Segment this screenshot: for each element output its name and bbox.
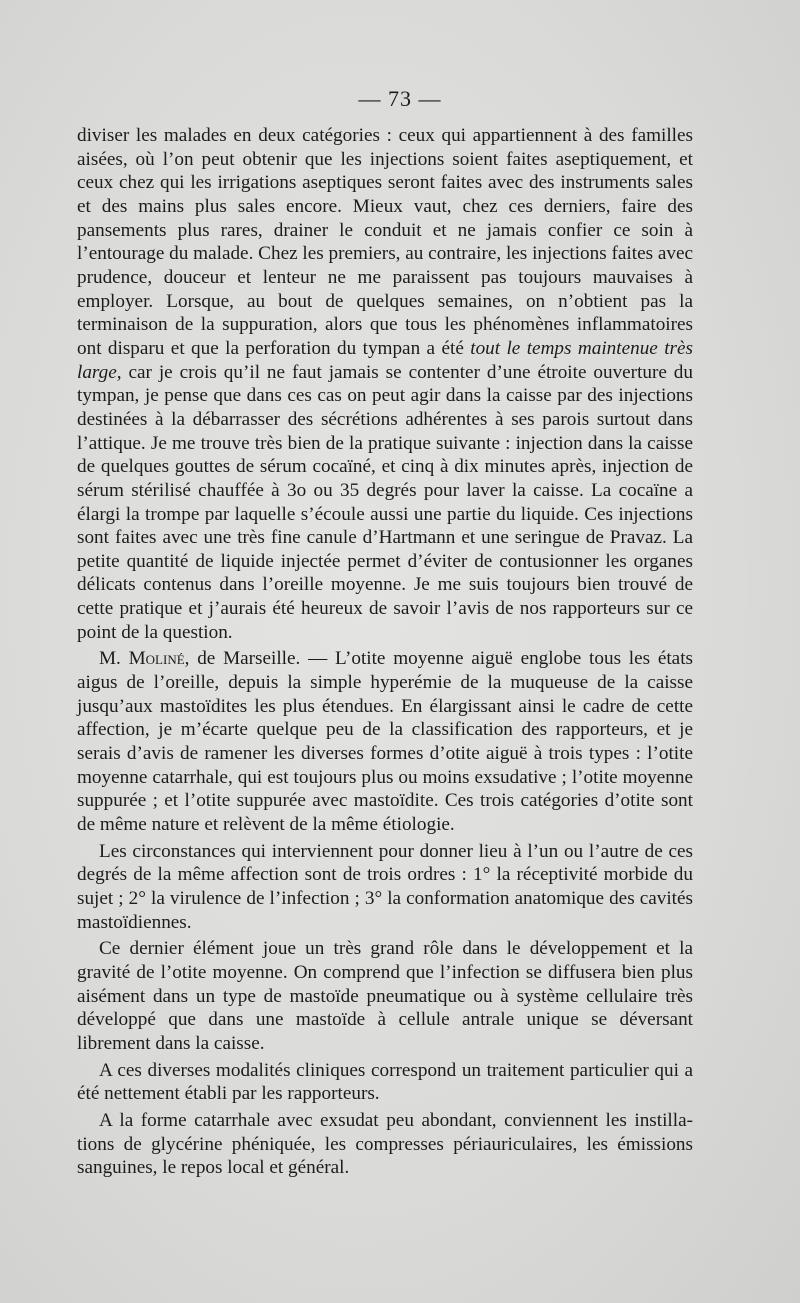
text-run: Ce dernier élément joue un très grand rôle dans le développement et la gravité de l’otite moyenne. On comprend que l’infection se diffusera bien plus aisément dans un type de mastoïde pneumatique ou à système cellulaire très développé que dans une mastoïde à cellule antrale unique se déversant librement dans la caisse. (77, 938, 693, 1054)
paragraph-3 (77, 840, 693, 935)
text-run: car je crois qu’il ne faut jamais se contenter d’une étroite ouverture du tympan, je pense que dans ces cas on peut agir dans la caisse par des injections destinées à la débarrasser des sécrétions adhérentes à ses parois surtout dans l’attique. Je me trouve très bien de la pratique suivante : injection dans la caisse de quelques gouttes de sérum cocaïné, et cinq à dix minutes après, injection de sérum stérilisé chauffée à 3o ou 35 degrés pour laver la caisse. La cocaïne a élargi la trompe par laquelle s’écoule aussi une partie du liquide. Ces injections sont faites avec une très fine canule d’Hartmann et une seringue de Pravaz. La petite quantité de liquide injectée permet d’éviter de contusionner les organes délicats contenus dans l’oreille moyenne. Je me suis toujours bien trouvé de cette pratique et j’aurais été heureux de savoir l’avis de nos rapporteurs sur ce point de la question. (77, 361, 693, 643)
paragraph-1 (77, 124, 693, 644)
text-run: A la forme catarrhale avec exsudat peu abondant, conviennent les instillations de glycérine phéniquée, les compresses périauriculaires, les émissions sanguines, le repos local et général. (77, 1109, 693, 1179)
page-number: — 73 — (358, 86, 442, 111)
italic-run: tout le temps maintenue très large, (77, 337, 693, 383)
text-run: , de Marseille. — L’otite moyenne aiguë englobe tous les états aigus de l’oreille, depuis la simple hyperémie de la muqueuse de la caisse jusqu’aux mastoïdites les plus étendues. En élargissant ainsi le cadre de cette affection, je m’écarte quelque peu de la classification des rapporteurs, et je serais d’avis de ramener les diverses formes d’otite aiguë à trois types : l’otite moyenne catarrhale, qui est toujours plus ou moins exsudative ; l’otite moyenne suppurée ; et l’otite suppurée avec mastoïdite. Ces trois catégories d’otite sont de même nature et relèvent de la même étiologie. (77, 648, 693, 836)
paragraph-4 (77, 937, 693, 1055)
text-run: diviser les malades en deux catégories : ceux qui appartiennent à des familles aisées, où l’on peut obtenir que les injections soient faites aseptiquement, et ceux chez qui les irrigations aseptiques seront faites avec des instruments sales et des mains plus sales encore. Mieux vaut, chez ces derniers, faire des pansements plus rares, drainer le conduit et ne jamais confier ce soin à l’entourage du malade. Chez les premiers, au contraire, les injections faites avec prudence, douceur et lenteur ne me paraissent pas toujours mauvaises à employer. Lorsque, au bout de quelques semaines, on n’obtient pas la terminaison de la suppuration, alors que tous les phénomènes inflammatoires ont disparu et que la perforation du tympan a été (77, 125, 693, 359)
text-run: Les circonstances qui interviennent pour donner lieu à l’un ou l’autre de ces degrés de la même affection sont de trois ordres : 1° la réceptivité morbide du sujet ; 2° la virulence de l’infection ; 3° la conformation anatomique des cavités mastoïdiennes. (77, 840, 693, 933)
paragraph-6 (77, 1109, 693, 1180)
paragraph-2 (77, 647, 693, 836)
body-text (77, 124, 693, 1180)
speaker-name: Moliné (128, 648, 185, 670)
paragraph-5 (77, 1059, 693, 1106)
text-run: A ces diverses modalités cliniques correspond un traitement particulier qui a été nettement établi par les rapporteurs. (77, 1059, 693, 1105)
text-run: M. (99, 648, 129, 670)
